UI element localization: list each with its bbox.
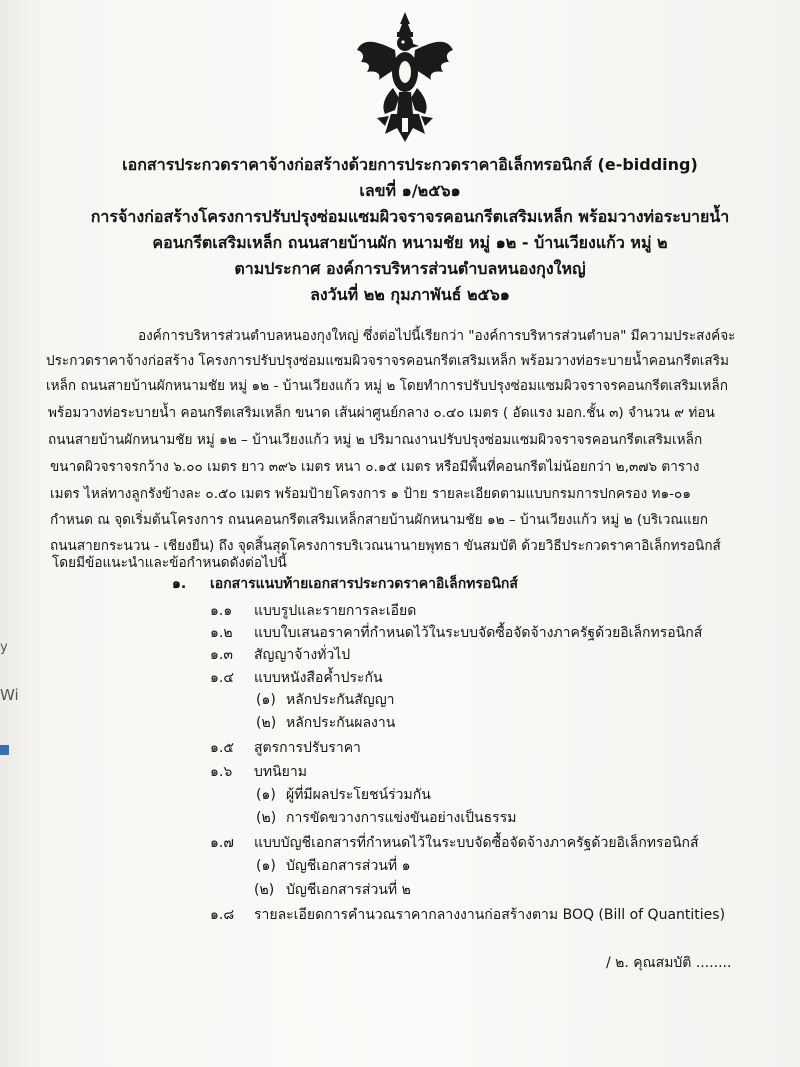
item-number: ๑.๕ — [210, 740, 234, 756]
item-text: แบบบัญชีเอกสารที่กำหนดไว้ในระบบจัดซื้อจัดจ้างภาครัฐด้วยอิเล็กทรอนิกส์ — [254, 835, 699, 851]
item-number: (๒) — [256, 810, 277, 826]
doc-number: เลขที่ ๑/๒๕๖๑ — [359, 181, 461, 200]
body-line: ขนาดผิวจราจรกว้าง ๖.๐๐ เมตร ยาว ๓๙๖ เมตร หนา ๐.๑๕ เมตร หรือมีพื้นที่คอนกรีตไม่น้อยกว่า ๒,๓๗๖ ตาราง — [50, 459, 700, 475]
section-number: ๑. — [172, 576, 187, 592]
body-line: กำหนด ณ จุดเริ่มต้นโครงการ ถนนคอนกรีตเสริมเหล็กสายบ้านผักหนามชัย ๑๒ – บ้านเวียงแก้ว หมู่ ๒ (บริเวณแยก — [50, 512, 708, 528]
item-number: ๑.๖ — [210, 764, 233, 780]
doc-title: เอกสารประกวดราคาจ้างก่อสร้างด้วยการประกวดราคาอิเล็กทรอนิกส์ (e-bidding) — [122, 155, 698, 174]
project-title-line2: คอนกรีตเสริมเหล็ก ถนนสายบ้านผัก หนามชัย หมู่ ๑๒ - บ้านเวียงแก้ว หมู่ ๒ — [152, 233, 668, 252]
item-number: ๑.๔ — [210, 670, 234, 686]
item-number: (๑) — [256, 692, 276, 708]
item-number: (๒) — [256, 715, 277, 731]
item-number: ๑.๘ — [210, 907, 235, 923]
edge-color-strip — [0, 745, 9, 755]
body-line: ประกวดราคาจ้างก่อสร้าง โครงการปรับปรุงซ่อมแซมผิวจราจรคอนกรีตเสริมเหล็ก พร้อมวางท่อระบายน้ำคอนกรีตเสริม — [46, 353, 729, 369]
item-text: การขัดขวางการแข่งขันอย่างเป็นธรรม — [286, 810, 517, 826]
garuda-emblem-icon — [355, 10, 455, 146]
body-line: องค์การบริหารส่วนตำบลหนองกุงใหญ่ ซึ่งต่อไปนี้เรียกว่า "องค์การบริหารส่วนตำบล" มีความประสงค์จะ — [138, 328, 736, 344]
item-text: ผู้ที่มีผลประโยชน์ร่วมกัน — [286, 787, 431, 803]
item-number: (๑) — [256, 787, 276, 803]
item-number: ๑.๓ — [210, 647, 233, 663]
edge-text-fragment: Wi — [0, 686, 19, 704]
item-text: บัญชีเอกสารส่วนที่ ๒ — [286, 882, 411, 898]
announcement-line: ตามประกาศ องค์การบริหารส่วนตำบลหนองกุงใหญ่ — [234, 259, 586, 278]
body-line: ถนนสายกระนวน - เชียงยืน) ถึง จุดสิ้นสุดโครงการบริเวณนานายพุทธา ขันสมบัติ ด้วยวิธีประกวดราคาอิเล็กทรอนิกส์ — [50, 538, 721, 554]
item-text: สัญญาจ้างทั่วไป — [254, 647, 351, 663]
item-text: แบบหนังสือค้ำประกัน — [254, 670, 383, 686]
item-number: ๑.๑ — [210, 603, 233, 619]
body-line: ถนนสายบ้านผักหนามชัย หมู่ ๑๒ – บ้านเวียงแก้ว หมู่ ๒ ปริมาณงานปรับปรุงซ่อมแซมผิวจราจรคอนกรีตเสริมเหล็ก — [48, 432, 703, 448]
item-number: (๒) — [254, 882, 275, 898]
item-number: (๑) — [256, 858, 276, 874]
next-page-marker: / ๒. คุณสมบัติ ........ — [606, 955, 732, 971]
announcement-date: ลงวันที่ ๒๒ กุมภาพันธ์ ๒๕๖๑ — [310, 285, 510, 304]
body-line: พร้อมวางท่อระบายน้ำ คอนกรีตเสริมเหล็ก ขนาด เส้นผ่าศูนย์กลาง ๐.๔๐ เมตร ( อัดแรง มอก.ชั้น ๓) จำนวน ๙ ท่อน — [48, 405, 715, 421]
section-title: เอกสารแนบท้ายเอกสารประกวดราคาอิเล็กทรอนิกส์ — [210, 576, 518, 592]
item-text: หลักประกันผลงาน — [286, 715, 396, 731]
body-line: เหล็ก ถนนสายบ้านผักหนามชัย หมู่ ๑๒ - บ้านเวียงแก้ว หมู่ ๒ โดยทำการปรับปรุงซ่อมแซมผิวจราจรคอนกรีตเสริมเหล็ก — [46, 378, 728, 394]
body-line: เมตร ไหล่ทางลูกรังข้างละ ๐.๕๐ เมตร พร้อมป้ายโครงการ ๑ ป้าย รายละเอียดตามแบบกรมการปกครอง ท๑-๐๑ — [50, 486, 691, 502]
item-number: ๑.๒ — [210, 625, 233, 641]
item-number: ๑.๗ — [210, 835, 234, 851]
body-line: โดยมีข้อแนะนำและข้อกำหนดดังต่อไปนี้ — [52, 555, 287, 571]
item-text: สูตรการปรับราคา — [254, 740, 361, 756]
project-title-line1: การจ้างก่อสร้างโครงการปรับปรุงซ่อมแซมผิวจราจรคอนกรีตเสริมเหล็ก พร้อมวางท่อระบายน้ำ — [90, 207, 730, 226]
item-text: แบบใบเสนอราคาที่กำหนดไว้ในระบบจัดซื้อจัดจ้างภาครัฐด้วยอิเล็กทรอนิกส์ — [254, 625, 703, 641]
item-text: บทนิยาม — [254, 764, 307, 780]
item-text: หลักประกันสัญญา — [286, 692, 395, 708]
item-text: แบบรูปและรายการละเอียด — [254, 603, 417, 619]
item-text: บัญชีเอกสารส่วนที่ ๑ — [286, 858, 411, 874]
edge-text-fragment: y — [0, 640, 8, 655]
item-text: รายละเอียดการคำนวณราคากลางงานก่อสร้างตาม BOQ (Bill of Quantities) — [254, 907, 726, 923]
